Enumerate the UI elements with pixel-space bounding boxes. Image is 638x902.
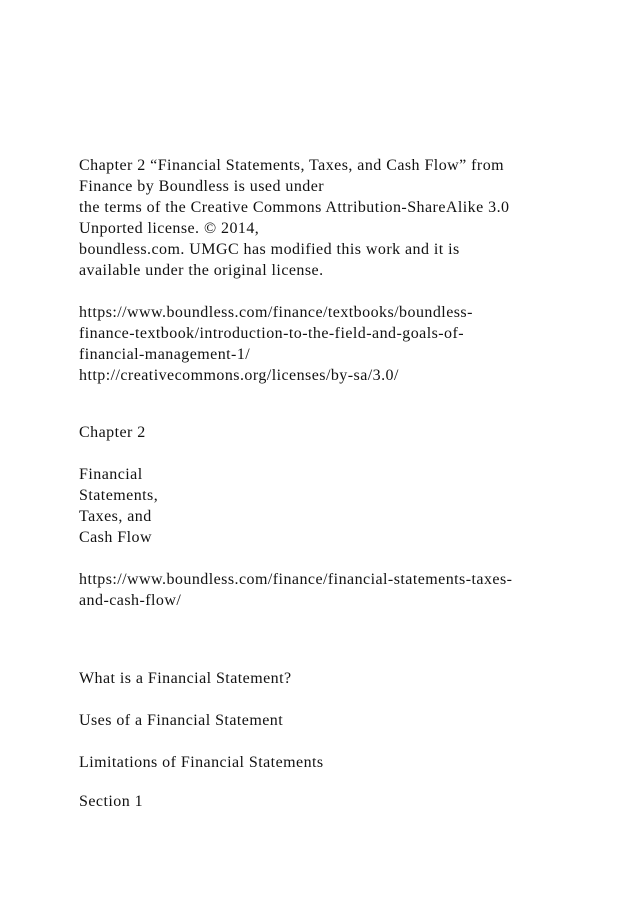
- source-links-paragraph: [79, 302, 619, 386]
- boundless-intro-link-line[interactable]: finance-textbook/introduction-to-the-field-and-goals-of-: [79, 325, 465, 342]
- chapter-url-paragraph: [79, 569, 619, 611]
- topic-text: Limitations of Financial Statements: [79, 754, 324, 771]
- attribution-line: Chapter 2 “Financial Statements, Taxes, and Cash Flow” from: [79, 157, 505, 174]
- section-label-text: Section 1: [79, 793, 144, 810]
- attribution-line: Unported license. © 2014,: [79, 220, 260, 237]
- section-label: [79, 791, 619, 812]
- topic-item: [79, 710, 619, 731]
- topic-text: What is a Financial Statement?: [79, 670, 292, 687]
- attribution-line: boundless.com. UMGC has modified this work and it is: [79, 241, 460, 258]
- attribution-line: available under the original license.: [79, 262, 324, 279]
- topic-item: [79, 668, 619, 689]
- chapter-title-line: Taxes, and: [79, 508, 152, 525]
- topic-item: [79, 752, 619, 773]
- boundless-intro-link-line[interactable]: financial-management-1/: [79, 346, 251, 363]
- boundless-intro-link-line[interactable]: https://www.boundless.com/finance/textbooks/boundless-: [79, 304, 473, 321]
- chapter-url-link-line[interactable]: and-cash-flow/: [79, 592, 182, 609]
- chapter-title-line: Statements,: [79, 487, 159, 504]
- chapter-label: [79, 422, 619, 443]
- topic-text: Uses of a Financial Statement: [79, 712, 284, 729]
- chapter-label-text: Chapter 2: [79, 424, 146, 441]
- chapter-url-link-line[interactable]: https://www.boundless.com/finance/financial-statements-taxes-: [79, 571, 513, 588]
- chapter-title-line: Cash Flow: [79, 529, 152, 546]
- license-link[interactable]: http://creativecommons.org/licenses/by-sa/3.0/: [79, 367, 399, 384]
- attribution-line: the terms of the Creative Commons Attribution-ShareAlike 3.0: [79, 199, 510, 216]
- chapter-title: [79, 464, 619, 548]
- attribution-paragraph: [79, 155, 619, 281]
- chapter-title-line: Financial: [79, 466, 143, 483]
- attribution-line: Finance by Boundless is used under: [79, 178, 325, 195]
